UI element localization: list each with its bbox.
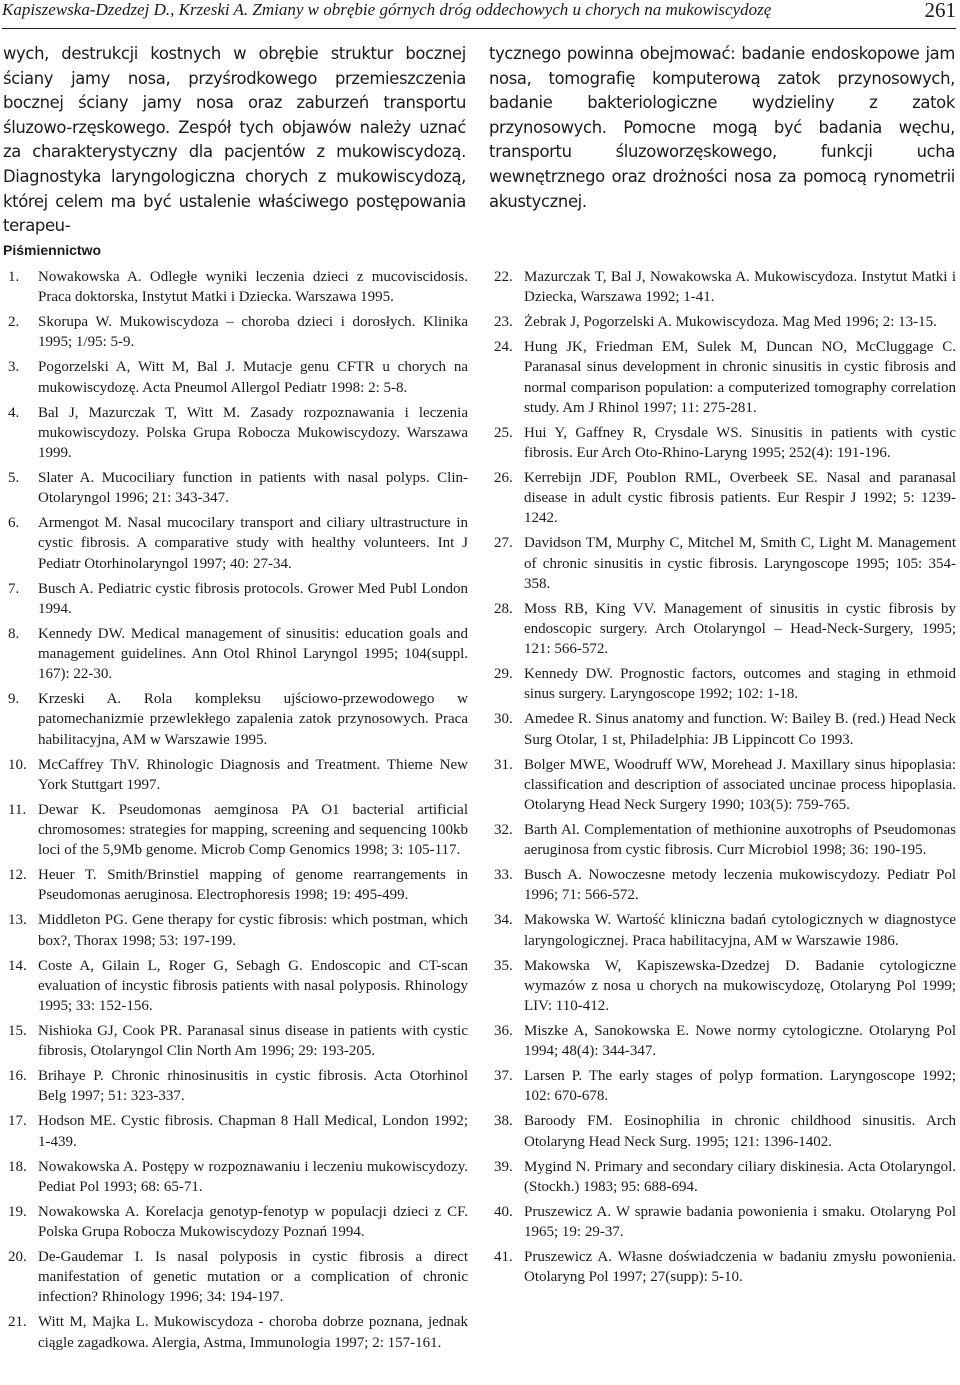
reference-number: 36. [494,1023,513,1040]
reference-number: 22. [494,269,513,285]
reference-number: 19. [8,1203,27,1220]
reference-text: Mazurczak T, Bal J, Nowakowska A. Mukowiscydoza. Instytut Matki i Dziecka, Warszawa 1992; 1-41. [524,269,956,306]
body-text-left: wych, destrukcji kostnych w obrębie struktur bocznej ściany jamy nosa, przyśrodkowego przemieszczenia bocznej ściany jamy nosa oraz zaburzeń transportu śluzowo-rzęskowego. Zespół tych objawów należy uznać za charakterystyczny dla pacjentów z mukowiscydozą. Diagnostyka laryngologiczna chorych z mukowiscydozą, której celem ma być ustalenie właściwego postępowania terapeu- [3,44,466,236]
reference-item [494,820,956,860]
reference-text: Skorupa W. Mukowiscydoza – choroba dzieci i dorosłych. Klinika 1995; 1/95: 5-9. [38,314,468,351]
reference-text: Davidson TM, Murphy C, Mitchel M, Smith C, Light M. Management of chronic sinusitis in cystic fibrosis. Laryngoscope 1995; 105: 354-358. [524,535,956,592]
reference-number: 10. [8,756,27,773]
reference-number: 6. [8,515,20,532]
reference-number: 24. [494,339,513,356]
reference-number: 31. [494,756,513,773]
reference-item [8,1111,468,1151]
reference-text: Moss RB, King VV. Management of sinusitis in cystic fibrosis by endoscopic surgery. Arch Otolaryngol – Head-Neck-Surgery, 1995; 121: 566-572. [524,600,956,658]
reference-number: 8. [8,625,20,642]
reference-number: 14. [8,957,27,974]
reference-text: Krzeski A. Rola kompleksu ujściowo-przewodowego w patomechanizmie przewlekłego zapalenia zatok przynosowych. Praca habilitacyjna, AM w Warszawie 1995. [38,691,468,748]
reference-item [494,599,956,660]
reference-item [494,1247,956,1287]
references-list-left [8,267,468,1358]
reference-number: 23. [494,314,513,331]
reference-text: Barth Al. Complementation of methionine auxotrophs of Pseudomonas aeruginosa from cystic fibrosis. Curr Microbiol 1998; 36: 190-195. [524,822,956,859]
references-heading: Piśmiennictwo [3,242,102,258]
reference-text: Miszke A, Sanokowska E. Nowe normy cytologiczne. Otolaryng Pol 1994; 48(4): 344-347. [524,1023,956,1060]
reference-text: Busch A. Pediatric cystic fibrosis protocols. Grower Med Publ London 1994. [38,580,468,617]
reference-text: Brihaye P. Chronic rhinosinusitis in cystic fibrosis. Acta Otorhinol Belg 1997; 51: 323-337. [38,1068,468,1105]
reference-number: 15. [8,1023,27,1040]
page-number: 261 [924,0,956,22]
reference-number: 26. [494,470,513,487]
reference-number: 33. [494,867,513,884]
reference-text: Hodson ME. Cystic fibrosis. Chapman 8 Hall Medical, London 1992; 1-439. [38,1113,468,1150]
reference-text: Hui Y, Gaffney R, Crysdale WS. Sinusitis in patients with cystic fibrosis. Eur Arch Oto-Rhino-Laryng 1995; 252(4): 191-196. [524,424,956,462]
reference-number: 16. [8,1068,27,1085]
reference-item [494,1066,956,1106]
reference-item [8,956,468,1017]
reference-number: 39. [494,1158,513,1175]
reference-number: 2. [8,314,20,331]
reference-item [494,709,956,749]
reference-number: 20. [8,1249,27,1266]
reference-text: Kennedy DW. Medical management of sinusitis: education goals and management guidelines. Ann Otol Rhinol Laryngol 1995; 104(suppl. 167): 22-30. [38,625,468,683]
reference-text: Witt M, Majka L. Mukowiscydoza - choroba dobrze poznana, jednak ciągle zagadkowa. Alergia, Astma, Immunologia 1997; 2: 157-161. [38,1314,468,1351]
reference-number: 37. [494,1068,513,1085]
reference-text: Makowska W, Kapiszewska-Dzedzej D. Badanie cytologiczne wymazów z nosa u chorych na mukowiscydozę, Otolaryng Pol 1999; LIV: 110-412. [524,957,956,1015]
body-text-right: tycznego powinna obejmować: badanie endoskopowe jam nosa, tomografię komputerową zatok przynosowych, badanie bakteriologiczne wydzieliny z zatok przynosowych. Pomocne mogą być badania węchu, transportu śluzoworzęskowego, funkcji ucha wewnętrznego oraz drożności nosa za pomocą rynometrii akustycznej. [489,44,955,211]
reference-text: Baroody FM. Eosinophilia in chronic childhood sinusitis. Arch Otolaryng Head Neck Surg. 1995; 121: 1396-1402. [524,1113,956,1150]
reference-number: 25. [494,424,513,441]
reference-item [8,579,468,619]
reference-item [8,267,468,307]
reference-text: Coste A, Gilain L, Roger G, Sebagh G. Endoscopic and CT-scan evaluation of incystic fibrosis patients with nasal polyposis. Rhinology 1995; 33: 152-156. [38,957,468,1015]
reference-text: Pruszewicz A. W sprawie badania powonienia i smaku. Otolaryng Pol 1965; 19: 29-37. [524,1203,956,1241]
reference-number: 5. [8,470,20,487]
running-title: Kapiszewska-Dzedzej D., Krzeski A. Zmiany w obrębie górnych dróg oddechowych u chorych na mukowiscydozę [2,0,772,19]
reference-item [494,468,956,529]
reference-text: Pruszewicz A. Własne doświadczenia w badaniu zmysłu powonienia. Otolaryng Pol 1997; 27(supp): 5-10. [524,1249,956,1286]
reference-text: McCaffrey ThV. Rhinologic Diagnosis and Treatment. Thieme New York Stuttgart 1997. [38,756,468,793]
reference-item [494,755,956,816]
reference-item [8,513,468,574]
reference-text: Middleton PG. Gene therapy for cystic fibrosis: which postman, which box?, Thorax 1998; 53: 197-199. [38,912,468,949]
reference-item [494,910,956,950]
reference-item [8,1202,468,1242]
reference-item [494,267,956,307]
reference-text: Bolger MWE, Woodruff WW, Morehead J. Maxillary sinus hipoplasia: classification and description of associated uncinae process hipoplasia. Otolaryng Head Neck Surgery 1990; 103(5): 759-765. [524,756,956,814]
reference-item [8,624,468,685]
reference-text: Hung JK, Friedman EM, Sulek M, Duncan NO, McCluggage C. Paranasal sinus development in chronic sinusitis in cystic fibrosis and normal comparison population: a computerized tomography correlation study. Am J Rhinol 1997; 11: 275-281. [524,339,956,416]
reference-number: 21. [8,1314,27,1331]
reference-number: 12. [8,867,27,884]
reference-item [494,956,956,1017]
reference-number: 34. [494,912,513,929]
reference-item [8,1312,468,1352]
reference-number: 11. [8,801,27,818]
reference-number: 28. [494,600,513,617]
reference-item [494,1157,956,1197]
reference-text: Nowakowska A. Korelacja genotyp-fenotyp w populacji dzieci z CF. Polska Grupa Robocza Mukowiscydozy Poznań 1994. [38,1203,468,1241]
reference-number: 4. [8,404,20,421]
page-header [2,0,956,29]
reference-number: 30. [494,711,513,728]
reference-item [494,533,956,594]
reference-text: Pogorzelski A, Witt M, Bal J. Mutacje genu CFTR u chorych na mukowiscydozę. Acta Pneumol Allergol Pediatr 1998: 2: 5-8. [38,359,468,396]
reference-number: 17. [8,1113,27,1130]
reference-item [494,423,956,463]
reference-item [494,337,956,418]
reference-item [8,468,468,508]
reference-text: Heuer T. Smith/Brinstiel mapping of genome rearrangements in Pseudomonas aeruginosa. Electrophoresis 1998; 19: 495-499. [38,867,468,904]
reference-number: 40. [494,1203,513,1220]
reference-item [8,865,468,905]
reference-text: Larsen P. The early stages of polyp formation. Laryngoscope 1992; 102: 670-678. [524,1068,956,1105]
reference-number: 7. [8,580,20,597]
reference-number: 18. [8,1158,27,1175]
reference-item [8,689,468,750]
reference-item [494,312,956,332]
reference-item [8,1021,468,1061]
reference-text: De-Gaudemar I. Is nasal polyposis in cystic fibrosis a direct manifestation of genetic mutation or a complication of chronic infection? Rhinology 1996; 34: 194-197. [38,1249,468,1306]
reference-item [8,800,468,861]
reference-number: 9. [8,691,20,708]
references-list-right [494,267,956,1292]
reference-text: Busch A. Nowoczesne metody leczenia mukowiscydozy. Pediatr Pol 1996; 71: 566-572. [524,867,956,904]
reference-text: Nowakowska A. Postępy w rozpoznawaniu i leczeniu mukowiscydozy. Pediat Pol 1993; 68: 65-71. [38,1158,468,1195]
reference-number: 35. [494,957,513,974]
reference-text: Bal J, Mazurczak T, Witt M. Zasady rozpoznawania i leczenia mukowiscydozy. Polska Grupa Robocza Mukowiscydozy. Warszawa 1999. [38,404,468,462]
reference-number: 3. [8,359,20,376]
reference-item [8,1066,468,1106]
reference-text: Kennedy DW. Prognostic factors, outcomes and staging in ethmoid sinus surgery. Laryngoscope 1992; 102: 1-18. [524,666,956,703]
reference-item [8,357,468,397]
reference-text: Żebrak J, Pogorzelski A. Mukowiscydoza. Mag Med 1996; 2: 13-15. [524,314,937,331]
reference-item [494,1021,956,1061]
reference-item [494,865,956,905]
reference-text: Dewar K. Pseudomonas aemginosa PA O1 bacterial artificial chromosomes: strategies for mapping, screening and sequencing 100kb loci of the 5,9Mb genome. Microb Comp Genomics 1998; 3: 105-117. [38,801,468,859]
reference-text: Mygind N. Primary and secondary ciliary diskinesia. Acta Otolaryngol. (Stockh.) 1983; 95: 688-694. [524,1158,956,1195]
reference-number: 27. [494,535,513,552]
reference-item [8,1157,468,1197]
reference-item [8,1247,468,1308]
reference-item [494,1202,956,1242]
reference-text: Nishioka GJ, Cook PR. Paranasal sinus disease in patients with cystic fibrosis, Otolaryngol Clin North Am 1996; 29: 193-205. [38,1023,468,1060]
reference-text: Makowska W. Wartość kliniczna badań cytologicznych w diagnostyce laryngologicznej. Praca habilitacyjna, AM w Warszawie 1986. [524,912,956,949]
reference-item [494,1111,956,1151]
reference-text: Armengot M. Nasal mucocilary transport and ciliary ultrastructure in cystic fibrosis. A comparative study with healthy volunteers. Int J Pediatr Otorhinolaryngol 1997; 40: 27-34. [38,515,468,572]
reference-item [8,403,468,464]
reference-item [494,664,956,704]
reference-item [8,755,468,795]
reference-text: Nowakowska A. Odległe wyniki leczenia dzieci z mucoviscidosis. Praca doktorska, Instytut Matki i Dziecka. Warszawa 1995. [38,269,468,306]
reference-number: 38. [494,1113,513,1130]
reference-text: Kerrebijn JDF, Poublon RML, Overbeek SE. Nasal and paranasal disease in adult cystic fibrosis patients. Eur Respir J 1992; 5: 1239-1242. [524,470,956,527]
reference-number: 29. [494,666,513,683]
reference-number: 32. [494,822,513,839]
reference-text: Slater A. Mucociliary function in patients with nasal polyps. Clin-Otolaryngol 1996; 21: 343-347. [38,470,468,507]
reference-item [8,312,468,352]
reference-text: Amedee R. Sinus anatomy and function. W: Bailey B. (red.) Head Neck Surg Otolar, 1 st, Philadelphia: JB Lippincott Co 1993. [524,711,956,748]
reference-number: 13. [8,912,27,929]
reference-number: 41. [494,1249,513,1266]
reference-item [8,910,468,950]
reference-number: 1. [8,269,20,285]
